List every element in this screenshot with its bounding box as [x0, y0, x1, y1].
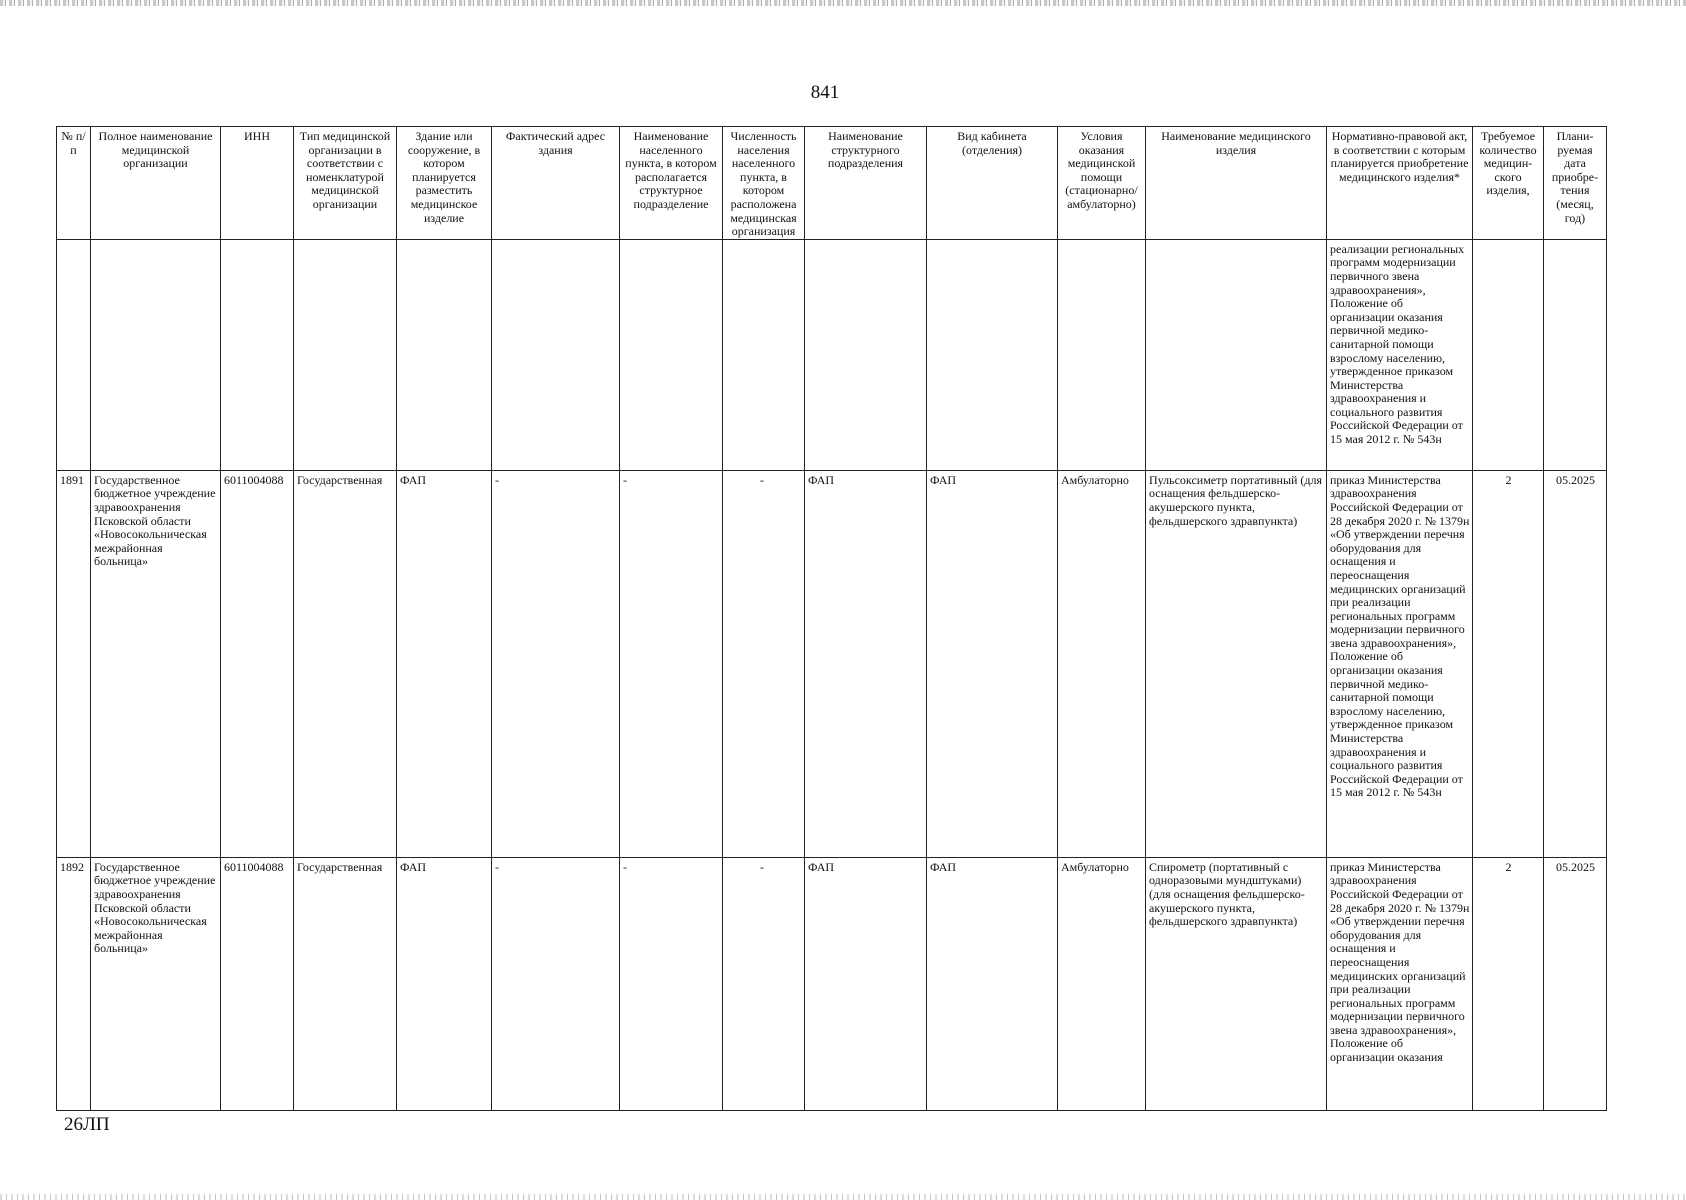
quantity-cell: 2	[1473, 470, 1544, 857]
date-cell: 05.2025	[1544, 470, 1607, 857]
address-cell: -	[492, 857, 620, 1110]
column-header: Полное наименование медицинской организации	[91, 127, 221, 240]
column-header: Нормативно-правовой акт, в соответствии с которым планируется приобретение медицинского изделия*	[1327, 127, 1473, 240]
unit-cell: ФАП	[805, 470, 927, 857]
table-row-continuation	[57, 239, 1607, 470]
org-type-cell: Государственная	[294, 857, 397, 1110]
act-cell: приказ Министерства здравоохранения Российской Федерации от 28 декабря 2020 г. № 1379н «Об утверждении перечня оборудования для оснащения и переоснащения медицинских организаций при реализации региональных программ модернизации первичного звена здравоохранения», Положение об организации оказания	[1327, 857, 1473, 1110]
column-header: Плани-руемая дата приобре-тения (месяц, год)	[1544, 127, 1607, 240]
device-cell: Пульсоксиметр портативный (для оснащения фельдшерско-акушерского пункта, фельдшерского здравпункта)	[1146, 470, 1327, 857]
date-cell: 05.2025	[1544, 857, 1607, 1110]
org-type-cell: Государственная	[294, 470, 397, 857]
column-header: Вид кабинета (отделения)	[927, 127, 1058, 240]
quantity-cell: 2	[1473, 857, 1544, 1110]
column-header: Фактический адрес здания	[492, 127, 620, 240]
column-header: № п/п	[57, 127, 91, 240]
table-header-row	[57, 127, 1607, 240]
column-header: Наименование структурного подразделения	[805, 127, 927, 240]
footer-code: 26ЛП	[64, 1114, 110, 1135]
address-cell: -	[492, 470, 620, 857]
cabinet-cell: ФАП	[927, 857, 1058, 1110]
column-header: Условия оказания медицинской помощи (стационарно/ амбулаторно)	[1058, 127, 1146, 240]
column-header: Численность населения населенного пункта, в котором расположена медицинская организация	[723, 127, 805, 240]
column-header: Здание или сооружение, в котором планируется разместить медицинское изделие	[397, 127, 492, 240]
population-cell: -	[723, 470, 805, 857]
column-header: Наименование медицинского изделия	[1146, 127, 1327, 240]
building-cell: ФАП	[397, 857, 492, 1110]
table-row	[57, 470, 1607, 857]
column-header: ИНН	[221, 127, 294, 240]
equipment-table	[56, 126, 1607, 1111]
scan-edge-top	[0, 0, 1686, 6]
row-number: 1892	[57, 857, 91, 1110]
settlement-cell: -	[620, 857, 723, 1110]
device-cell: Спирометр (портативный с одноразовыми мундштуками) (для оснащения фельдшерско-акушерского пункта, фельдшерского здравпункта)	[1146, 857, 1327, 1110]
scan-edge-bottom	[0, 1194, 1686, 1200]
row-number: 1891	[57, 470, 91, 857]
org-name-cell: Государственное бюджетное учреждение здравоохранения Псковской области «Новосокольническая межрайонная больница»	[91, 857, 221, 1110]
column-header: Тип медицинской организации в соответствии с номенклатурой медицинской организации	[294, 127, 397, 240]
org-name-cell: Государственное бюджетное учреждение здравоохранения Псковской области «Новосокольническая межрайонная больница»	[91, 470, 221, 857]
table-row	[57, 857, 1607, 1110]
cabinet-cell: ФАП	[927, 470, 1058, 857]
inn-cell: 6011004088	[221, 470, 294, 857]
unit-cell: ФАП	[805, 857, 927, 1110]
act-cell: приказ Министерства здравоохранения Российской Федерации от 28 декабря 2020 г. № 1379н «Об утверждении перечня оборудования для оснащения и переоснащения медицинских организаций при реализации региональных программ модернизации первичного звена здравоохранения», Положение об организации оказания первичной медико-санитарной помощи взрослому населению, утвержденное приказом Министерства здравоохранения и социального развития Российской Федерации от 15 мая 2012 г. № 543н	[1327, 470, 1473, 857]
inn-cell: 6011004088	[221, 857, 294, 1110]
column-header: Наименование населенного пункта, в котором располагается структурное подразделение	[620, 127, 723, 240]
building-cell: ФАП	[397, 470, 492, 857]
conditions-cell: Амбулаторно	[1058, 857, 1146, 1110]
column-header: Требуемое количество медицин-ского изделия,	[1473, 127, 1544, 240]
conditions-cell: Амбулаторно	[1058, 470, 1146, 857]
page-number: 841	[810, 82, 840, 103]
settlement-cell: -	[620, 470, 723, 857]
population-cell: -	[723, 857, 805, 1110]
act-continuation-cell: реализации региональных программ модернизации первичного звена здравоохранения», Положение об организации оказания первичной медико-санитарной помощи взрослому населению, утвержденное приказом Министерства здравоохранения и социального развития Российской Федерации от 15 мая 2012 г. № 543н	[1327, 239, 1473, 470]
